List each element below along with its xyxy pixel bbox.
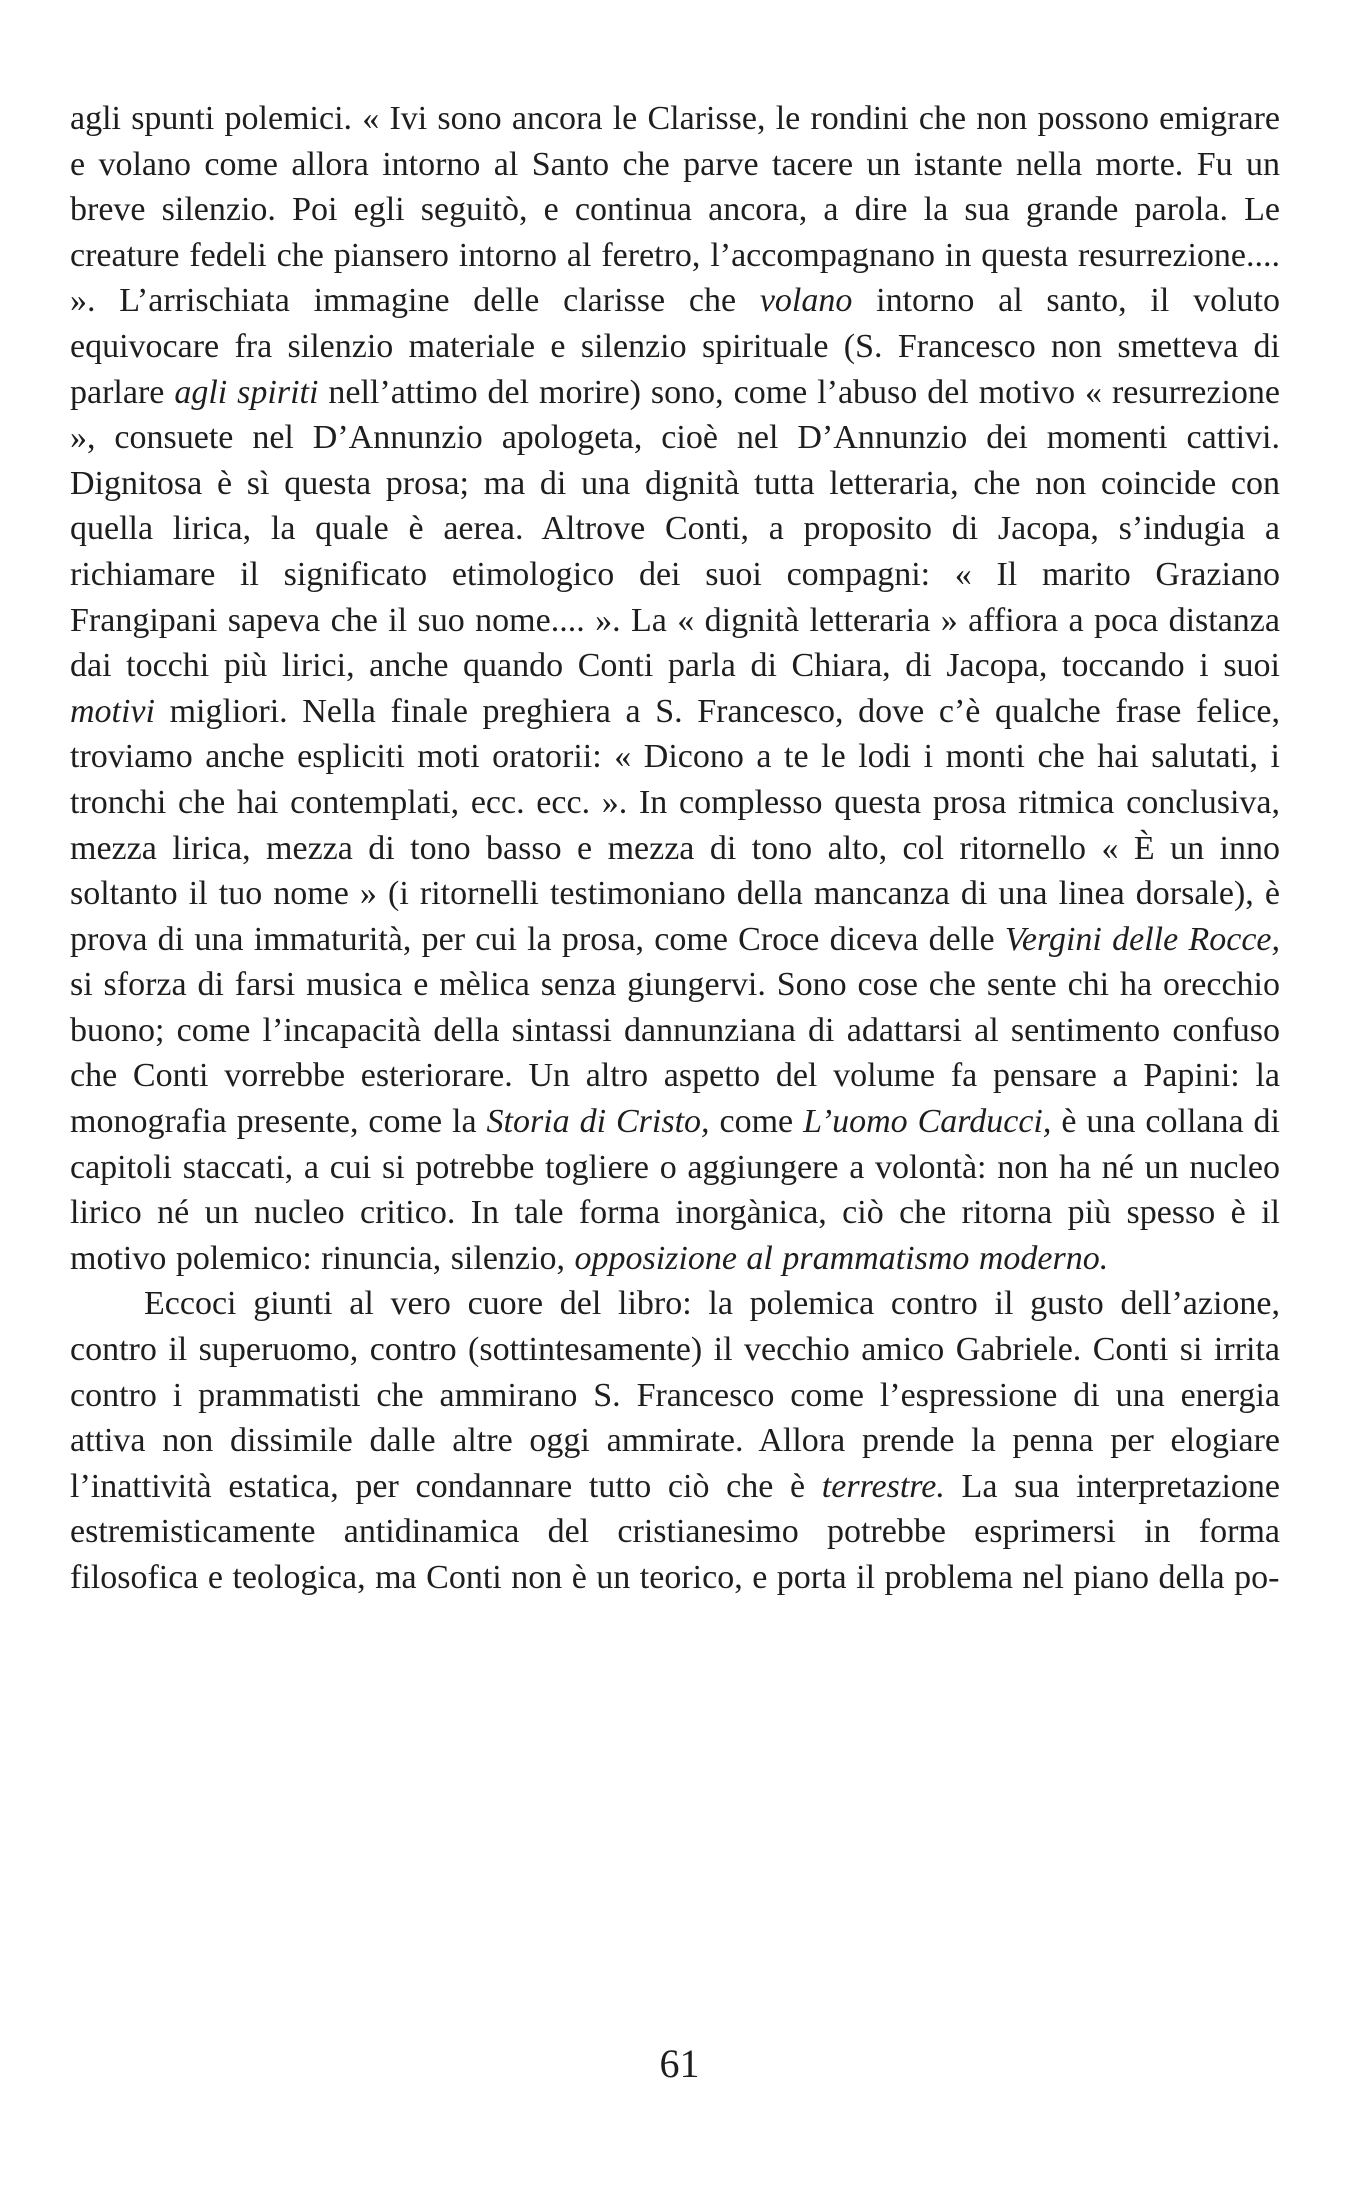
text-run: La sua interpretazione estremisticamente antidinamica del cristianesimo potrebbe esprimersi in forma filosofica e teologica, ma Conti non è un teorico, e porta il problema nel piano della po- [70,1467,1280,1596]
italic-text-run: agli spiriti [174,373,319,411]
italic-text-run: Vergini delle Rocce, [1004,920,1280,958]
italic-text-run: motivi [70,692,155,730]
text-run: si sforza di farsi musica e mèlica senza giungervi. Sono cose che sente chi ha orecchio buono; come l’incapacità della sintassi dannunziana di adattarsi al sentimento confuso che Conti vorrebbe esteriorare. Un altro aspetto del volume fa pensare a Papini: la monografia presente, come la [70,966,1280,1141]
italic-text-run: volano [759,282,853,320]
italic-text-run: L’uomo Carducci, [803,1103,1052,1141]
italic-text-run: opposizione al prammatismo moderno. [574,1239,1109,1277]
book-page-text [70,96,1280,1601]
text-run: intorno al santo, il voluto equivocare fra silenzio materiale e silenzio spirituale (S. Francesco non smetteva di parlare [70,282,1280,411]
text-run: è una collana di capitoli staccati, a cui si potrebbe togliere o aggiungere a volontà: non ha né un nucleo lirico né un nucleo critico. In tale forma inorgànica, ciò che ritorna più spesso è il motivo polemico: rinuncia, silenzio, [70,1103,1280,1277]
text-run: come [709,1103,804,1141]
text-run: Eccoci giunti al vero cuore del libro: la polemica contro il gusto dell’azione, contro il superuomo, contro (sottintesamente) il vecchio amico Gabriele. Conti si irrita contro i prammatisti che ammirano S. Francesco come l’espressione di una energia attiva non dissimile dalle altre oggi ammirate. Allora prende la penna per elogiare l’inattività estatica, per condannare tutto ciò che è [70,1285,1280,1505]
paragraph-1 [70,96,1280,1281]
italic-text-run: terrestre. [821,1467,945,1505]
italic-text-run: Storia di Cristo, [486,1103,710,1141]
paragraph-2 [70,1281,1280,1600]
text-run: migliori. Nella finale preghiera a S. Francesco, dove c’è qualche frase felice, troviamo anche espliciti moti oratorii: « Dicono a te le lodi i monti che hai salutati, i tronchi che hai contemplati, ecc. ecc. ». In complesso questa prosa ritmica conclusiva, mezza lirica, mezza di tono basso e mezza di tono alto, col ritornello « È un inno soltanto il tuo nome » (i ritornelli testimoniano della mancanza di una linea dorsale), è prova di una immaturità, per cui la prosa, come Croce diceva delle [70,692,1280,958]
text-run: nell’attimo del morire) sono, come l’abuso del motivo « resurrezione », consuete nel D’Annunzio apologeta, cioè nel D’Annunzio dei momenti cattivi. Dignitosa è sì questa prosa; ma di una dignità tutta letteraria, che non coincide con quella lirica, la quale è aerea. Altrove Conti, a proposito di Jacopa, s’indugia a richiamare il significato etimologico dei suoi compagni: « Il marito Graziano Frangipani sapeva che il suo nome.... ». La « dignità letteraria » affiora a poca distanza dai tocchi più lirici, anche quando Conti parla di Chiara, di Jacopa, toccando i suoi [70,373,1280,685]
text-run: agli spunti polemici. « Ivi sono ancora le Clarisse, le rondini che non possono emigrare e volano come allora intorno al Santo che parve tacere un istante nella morte. Fu un breve silenzio. Poi egli seguitò, e continua ancora, a dire la sua grande parola. Le creature fedeli che piansero intorno al feretro, l’accompagnano in questa resurrezione.... ». L’arrischiata immagine delle clarisse che [70,100,1280,320]
page-number: 61 [659,2041,700,2086]
